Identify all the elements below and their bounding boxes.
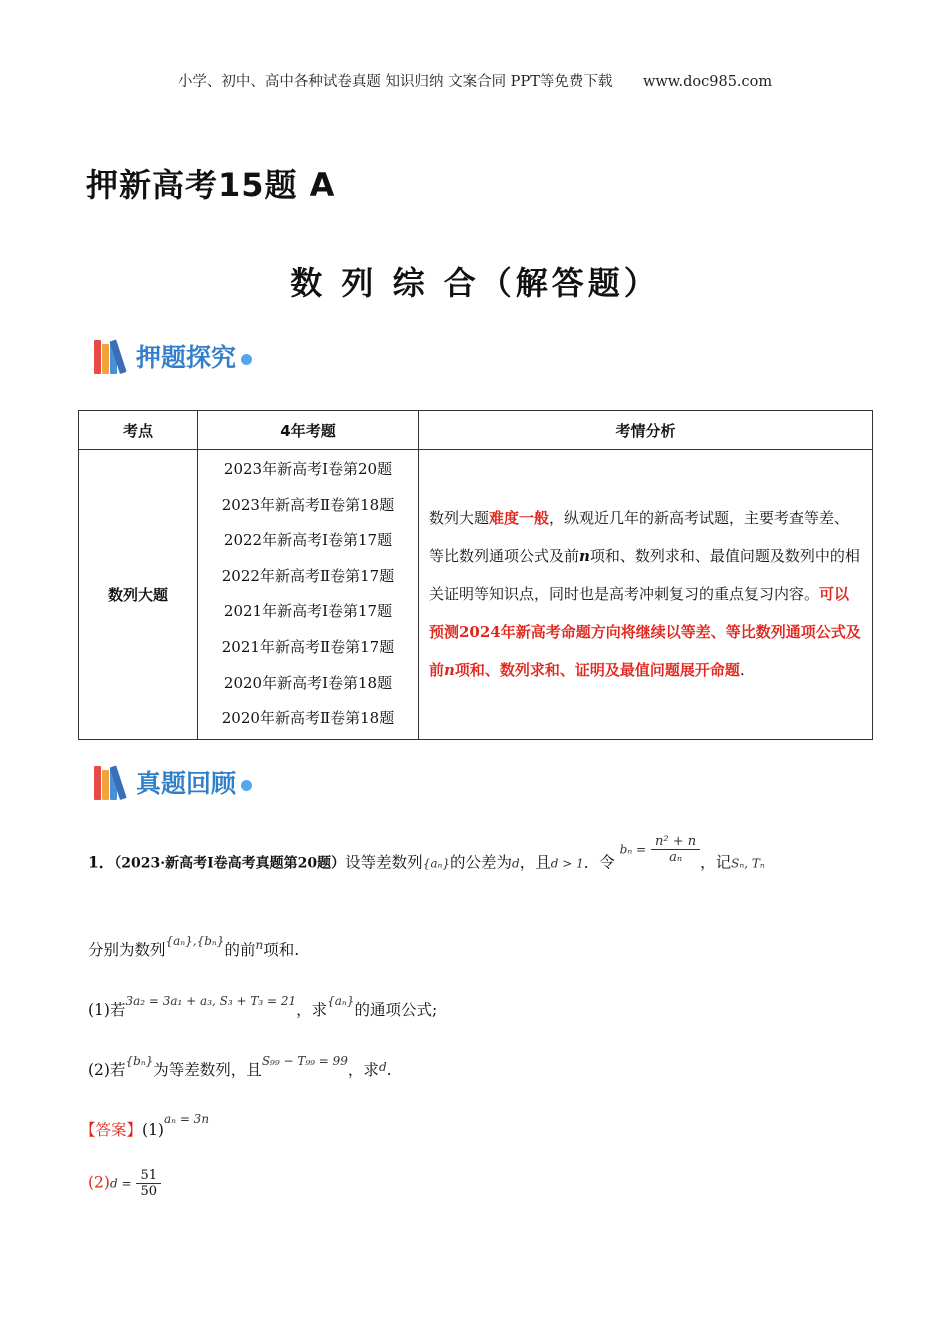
problem-text: 项和.	[263, 941, 300, 959]
math-seq-a: {aₙ}	[422, 856, 450, 871]
answer-label: 【答案】	[80, 1121, 143, 1139]
question-item: 2021年新高考Ⅰ卷第17题	[223, 602, 393, 621]
math-n: n	[255, 938, 264, 952]
question-item: 2023年新高考Ⅰ卷第20题	[223, 460, 393, 478]
problem-text: (2)若	[88, 1061, 126, 1079]
table-category: 数列大题	[79, 450, 198, 740]
math-p1-seq: {aₙ}	[327, 994, 355, 1008]
header-text: 小学、初中、高中各种试卷真题 知识归纳 文案合同 PPT等免费下载	[177, 74, 613, 90]
books-icon	[92, 762, 132, 802]
math-answer-2-lhs: d =	[109, 1176, 132, 1191]
answer-part-2	[88, 1168, 161, 1199]
analysis-part: ，纵观近几年的新高考试题，主要考查等差、等比数列通项公式及前	[429, 509, 850, 566]
problem-text: 的通项公式;	[354, 1001, 438, 1019]
page-title: 押新高考15题 A	[86, 166, 336, 204]
problem-text: (1)若	[88, 1001, 126, 1019]
math-fraction	[136, 1168, 161, 1199]
problem-text: 为等差数列，且	[153, 1061, 262, 1079]
section-review-heading	[92, 762, 252, 802]
table-header: 考情分析	[419, 411, 873, 450]
question-item: 2022年新高考Ⅱ卷第17题	[221, 566, 395, 585]
exam-table	[78, 410, 873, 740]
section-explore-heading	[92, 336, 252, 376]
math-num: n² + n	[651, 834, 700, 850]
math-fraction	[651, 834, 700, 865]
analysis-var: n	[579, 547, 590, 566]
question-item: 2020年新高考Ⅰ卷第18题	[223, 673, 393, 692]
math-d: d	[512, 856, 520, 871]
problem-text: ，且	[519, 853, 551, 872]
problem-number: 1．	[88, 852, 115, 872]
analysis-highlight: 项和、数列求和、证明及最值问题展开命题	[454, 661, 740, 680]
analysis-var: n	[444, 661, 455, 680]
problem-text: ，求	[347, 1061, 379, 1079]
analysis-highlight: 可以预测2024年新高考命题方向将继续以等差、等比数列通项公式及前	[429, 585, 861, 680]
problem-text: ，求	[296, 1001, 328, 1019]
analysis-highlight: 难度一般	[489, 509, 550, 528]
question-item: 2020年新高考Ⅱ卷第18题	[221, 709, 395, 728]
problem-text: .	[386, 1061, 392, 1079]
problem-source: （2023·新高考Ⅰ卷高考真题第20题）	[114, 855, 346, 872]
math-bn-def	[620, 834, 700, 865]
problem-text: 的公差为	[449, 853, 512, 872]
analysis-part: 项和、数列求和、最值问题及数列中的相关证明等知识点，同时也是高考冲刺复习的重点复习内容。	[429, 547, 860, 604]
problem-part-2	[88, 1054, 392, 1080]
math-answer-1: aₙ = 3n	[163, 1112, 210, 1126]
question-list	[198, 450, 419, 740]
table-header-row	[79, 411, 873, 450]
table-row	[79, 450, 873, 740]
analysis-part: 数列大题	[429, 509, 490, 528]
dot-icon	[241, 354, 252, 365]
problem-text: ．令	[583, 853, 615, 872]
math-p1: 3a₂ = 3a₁ + a₃, S₃ + T₃ = 21	[125, 994, 297, 1008]
table-header: 考点	[79, 411, 198, 450]
problem-text: 设等差数列	[345, 853, 423, 872]
dot-icon	[241, 780, 252, 791]
math-p2: S₉₉ − T₉₉ = 99	[261, 1054, 348, 1068]
question-item: 2023年新高考Ⅱ卷第18题	[221, 495, 395, 514]
answer-text: (1)	[142, 1121, 164, 1139]
math-den: aₙ	[669, 850, 683, 865]
section-review-label: 真题回顾	[136, 769, 237, 798]
math-cond: d > 1	[550, 856, 584, 871]
problem-line-2	[88, 934, 300, 960]
math-p2-d: d	[378, 1060, 387, 1074]
math-num: 51	[136, 1168, 161, 1184]
problem-line-1	[88, 834, 868, 879]
header-site: www.doc985.com	[642, 74, 773, 90]
analysis-text	[419, 450, 873, 740]
math-p2-seq: {bₙ}	[125, 1054, 154, 1068]
problem-text: 分别为数列	[88, 941, 166, 959]
answer-part-1	[80, 1112, 210, 1140]
section-explore-label: 押题探究	[136, 343, 237, 372]
problem-part-1	[88, 994, 438, 1020]
page-subtitle: 数 列 综 合（解答题）	[290, 264, 660, 302]
books-icon	[92, 336, 132, 376]
answer-text: (2)	[88, 1173, 110, 1192]
math-st: Sₙ, Tₙ	[731, 856, 765, 871]
problem-text: 的前	[224, 941, 256, 959]
math-den: 50	[140, 1184, 158, 1199]
table-header: 4年考题	[198, 411, 419, 450]
math-seqs: {aₙ},{bₙ}	[165, 934, 225, 948]
page-header	[0, 70, 950, 91]
analysis-period: .	[739, 661, 745, 680]
question-item: 2021年新高考Ⅱ卷第17题	[221, 637, 395, 656]
math-bn-lhs: bₙ =	[619, 842, 647, 857]
problem-text: ，记	[700, 853, 732, 872]
question-item: 2022年新高考Ⅰ卷第17题	[223, 531, 393, 550]
